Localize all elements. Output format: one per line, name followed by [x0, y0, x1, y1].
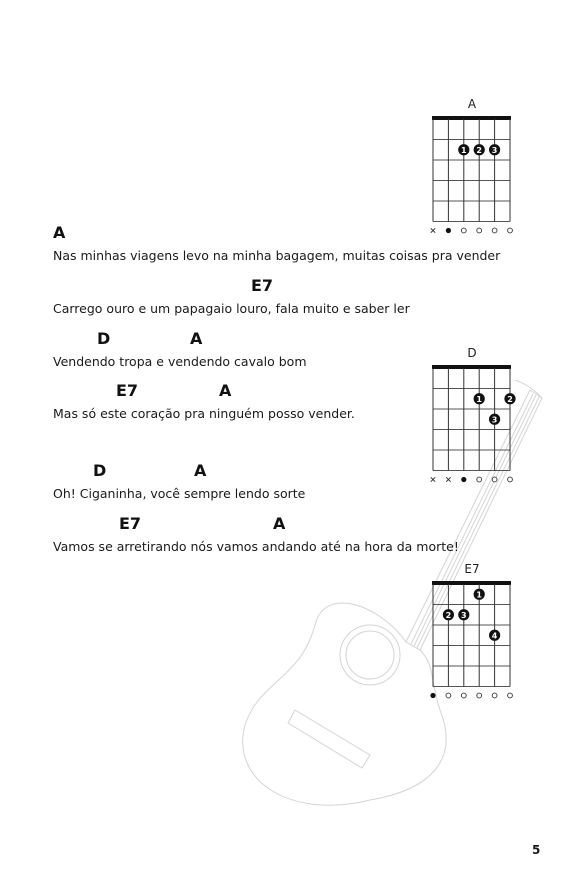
svg-text:2: 2: [445, 610, 452, 620]
lyric-line: Nas minhas viagens levo na minha bagagem, muitas coisas pra vender: [53, 248, 501, 263]
open-string-marker: [461, 228, 466, 233]
chord-label: D: [93, 461, 107, 480]
svg-text:3: 3: [491, 415, 498, 425]
finger-dot: [474, 393, 485, 404]
chord-diagram-title: E7: [464, 562, 480, 576]
finger-dot: [489, 630, 500, 641]
chord-diagram-a: [427, 97, 517, 242]
svg-text:1: 1: [476, 394, 482, 404]
chord-label: A: [53, 223, 66, 242]
finger-dot: [458, 144, 469, 155]
finger-dot: [474, 144, 485, 155]
chord-label: A: [190, 329, 203, 348]
chord-label: E7: [116, 381, 139, 400]
lyric-line: Vendendo tropa e vendendo cavalo bom: [53, 354, 307, 369]
root-string-marker: [461, 477, 466, 482]
chord-diagram-title: A: [467, 97, 477, 111]
open-string-marker: [508, 228, 513, 233]
nut: [432, 581, 511, 585]
lyric-line: Carrego ouro e um papagaio louro, fala muito e saber ler: [53, 301, 410, 316]
svg-text:2: 2: [476, 145, 482, 155]
chord-label: A: [219, 381, 232, 400]
chord-grid: [427, 364, 517, 489]
chord-diagram-d: [427, 346, 517, 491]
finger-dot: [504, 393, 515, 404]
nut: [432, 116, 511, 120]
open-string-marker: [492, 693, 497, 698]
chord-label: D: [97, 329, 111, 348]
chord-label: E7: [119, 514, 142, 533]
svg-text:2: 2: [507, 394, 513, 404]
chord-label: A: [194, 461, 207, 480]
finger-dot: [443, 609, 454, 620]
svg-text:1: 1: [476, 590, 482, 600]
finger-dot: [489, 414, 500, 425]
chord-grid: [427, 580, 517, 705]
open-string-marker: [508, 693, 513, 698]
chord-diagram-e7: [427, 562, 517, 707]
nut: [432, 365, 511, 369]
finger-dot: [458, 609, 469, 620]
finger-dot: [474, 589, 485, 600]
svg-text:3: 3: [461, 610, 467, 620]
chord-diagram-title: D: [467, 346, 477, 360]
lyric-line: Vamos se arretirando nós vamos andando até na hora da morte!: [53, 539, 459, 554]
svg-text:4: 4: [491, 631, 498, 641]
chord-grid: [427, 115, 517, 240]
finger-dot: [489, 144, 500, 155]
open-string-marker: [477, 228, 482, 233]
muted-string-marker: [446, 477, 450, 481]
open-string-marker: [477, 477, 482, 482]
svg-text:3: 3: [491, 145, 498, 155]
chord-label: E7: [251, 276, 274, 295]
lyric-line: Mas só este coração pra ninguém posso vender.: [53, 406, 355, 421]
lyric-line: Oh! Ciganinha, você sempre lendo sorte: [53, 486, 306, 501]
root-string-marker: [430, 693, 435, 698]
muted-string-marker: [431, 477, 435, 481]
open-string-marker: [492, 477, 497, 482]
open-string-marker: [477, 693, 482, 698]
svg-text:1: 1: [461, 145, 467, 155]
open-string-marker: [461, 693, 466, 698]
open-string-marker: [508, 477, 513, 482]
root-string-marker: [446, 228, 451, 233]
page-number: 5: [532, 843, 541, 857]
chord-label: A: [273, 514, 286, 533]
open-string-marker: [492, 228, 497, 233]
open-string-marker: [446, 693, 451, 698]
muted-string-marker: [431, 228, 435, 232]
